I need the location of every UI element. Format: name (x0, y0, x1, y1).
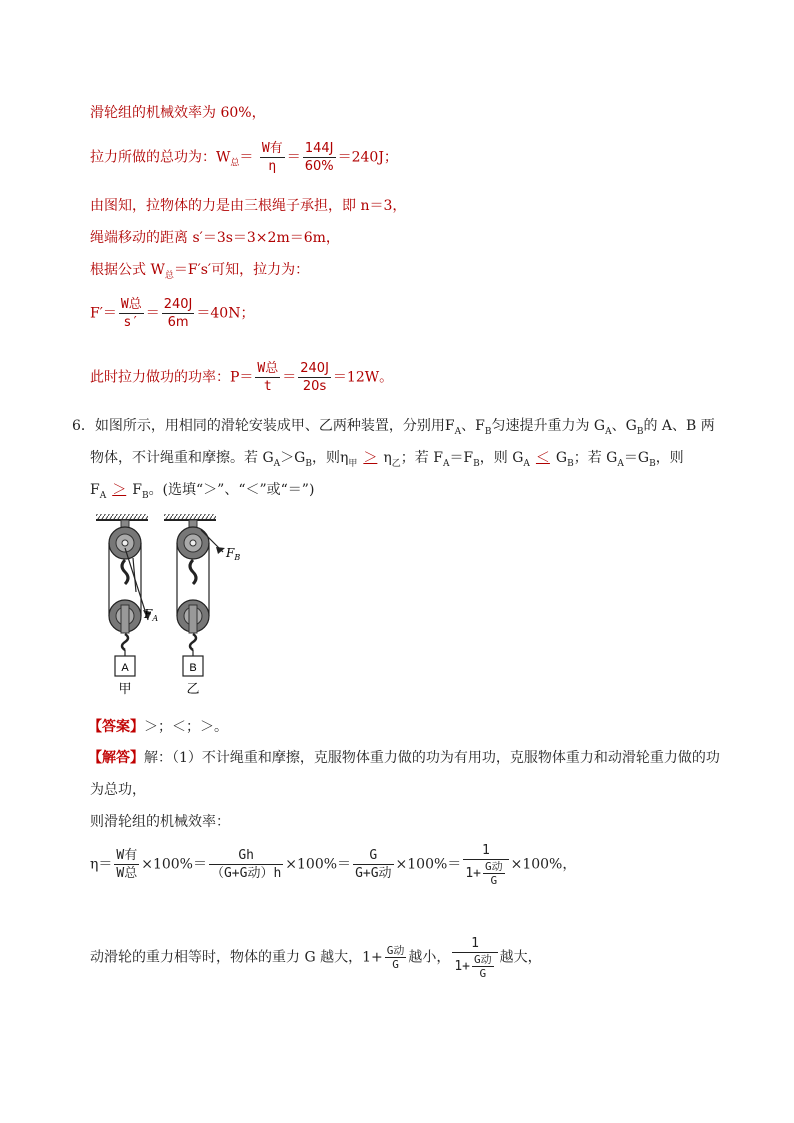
numerator: W总 (257, 361, 279, 376)
text: 根据公式 W (90, 262, 165, 278)
text: ×100%＝ (395, 856, 462, 873)
text: 如图所示，用相同的滑轮安装成甲、乙两种装置，分别用F (94, 418, 455, 434)
question-6-line-1 (72, 416, 715, 442)
text: ＞G (280, 450, 306, 466)
hook-yi (190, 560, 196, 584)
answer-blank-1: ＞ (363, 450, 378, 466)
answer-line (88, 717, 228, 737)
text: ，则 (655, 450, 684, 466)
fraction (483, 860, 505, 887)
subscript: B (649, 458, 656, 469)
text: 、F (461, 418, 485, 434)
subscript: 甲 (348, 458, 358, 469)
fraction (209, 847, 283, 882)
denominator: η (268, 159, 277, 174)
text: ×100%， (510, 856, 577, 873)
numerator: 144J (303, 140, 336, 158)
denominator: t (263, 379, 272, 394)
formula-total-work: 拉力所做的总功为：$W_总=$ $\frac{\text{W有}}{\eta}$ ＝ $\frac{144J}{60\%}$ ＝240J； (90, 141, 398, 174)
numerator: G动 (386, 944, 405, 957)
subscript: B (567, 458, 574, 469)
text: ＝40N； (196, 305, 255, 322)
numerator: 240J (300, 361, 329, 376)
subscript: B (305, 458, 312, 469)
text: F′＝ (90, 305, 117, 322)
force-label-fa (143, 607, 158, 623)
arrow-fb (216, 547, 225, 554)
denominator: G (479, 967, 487, 980)
fraction (119, 296, 144, 331)
numerator: W有 (116, 848, 138, 863)
subscript: A (523, 458, 530, 469)
solution-tag: 【解答】 (88, 750, 144, 766)
label-jia: 甲 (118, 682, 132, 697)
text: ＝240J； (337, 149, 398, 166)
text: ×100%＝ (285, 856, 352, 873)
fraction (463, 842, 508, 887)
denominator: s′ (123, 315, 140, 330)
text: 动滑轮的重力相等时，物体的重力 G 越大，1+ (90, 949, 383, 966)
text: 越小， (408, 949, 451, 966)
text: 、G (611, 418, 637, 434)
text: ＝G (623, 450, 650, 466)
text: 此时拉力做功的功率：P＝ (90, 369, 254, 386)
numerator: 240J (163, 297, 193, 312)
ceiling-left (96, 514, 148, 520)
text: 的 A、B 两 (643, 418, 715, 434)
numerator: G (353, 847, 393, 865)
answer-blank-2: ＜ (535, 450, 550, 466)
text: ＝12W。 (332, 369, 394, 386)
efficiency-equation (90, 842, 576, 887)
numerator: W总 (120, 297, 142, 312)
formula-power: 此时拉力做功的功率：P＝ $\frac{\text{W总}}{t}$ ＝ $\frac{240J}{20s}$ ＝12W。 (90, 361, 394, 394)
text: ＝ (239, 149, 254, 166)
subscript: 总 (230, 158, 240, 169)
fraction (452, 935, 497, 980)
denominator: 60% (304, 159, 334, 174)
fraction (255, 360, 280, 395)
fraction (385, 944, 407, 971)
solution-line-1 (88, 748, 720, 768)
denominator: W总 (116, 866, 138, 881)
solution-line-2: 为总功， (90, 782, 146, 798)
hook-jia (122, 560, 128, 584)
setup-jia (109, 520, 151, 676)
denominator: 6m (167, 315, 189, 330)
text: ，则η (311, 450, 349, 466)
formula-force: F′＝ $\frac{\text{W总}}{s'}$ ＝ $\frac{240J}{6m}$ ＝40N； (90, 297, 255, 330)
fraction (260, 140, 285, 175)
subscript: B (234, 553, 241, 562)
text: ＝F (449, 450, 474, 466)
text: ，则 G (479, 450, 524, 466)
denominator (463, 860, 508, 887)
text: 。(选填“＞”、“＜”或“＝”) (148, 482, 315, 498)
fraction (472, 953, 494, 980)
question-number: 6． (72, 418, 95, 434)
text: η (383, 450, 392, 466)
subscript: A (605, 426, 612, 437)
ceiling-right (164, 514, 216, 520)
denominator: G+G动 (355, 866, 392, 881)
answer-blank-3: ＞ (112, 482, 127, 498)
subscript: 总 (164, 270, 174, 281)
subscript: B (473, 458, 480, 469)
denominator: （G+G动）h (210, 866, 282, 881)
label-yi: 乙 (186, 682, 200, 697)
text-efficiency: 滑轮组的机械效率为 60%， (90, 105, 266, 121)
subscript: B (141, 490, 149, 501)
numerator: G动 (484, 860, 503, 873)
denominator: G (490, 874, 498, 887)
text: F (132, 482, 142, 498)
text: ；若 F (400, 450, 443, 466)
question-6-line-3 (90, 480, 314, 506)
solution-line-3: 则滑轮组的机械效率： (90, 814, 230, 830)
subscript: A (273, 458, 281, 469)
fraction (162, 296, 195, 331)
fraction (353, 847, 393, 882)
text: ×100%＝ (141, 856, 207, 873)
text: ＝F′s′可知，拉力为： (173, 262, 310, 278)
text: 1+ (465, 866, 481, 881)
denominator (452, 953, 497, 980)
text: 拉力所做的总功为：W (90, 149, 231, 166)
numerator: W有 (261, 141, 283, 156)
fraction (298, 360, 331, 395)
box-a-label: A (121, 662, 129, 674)
answer-tag: 【答案】 (88, 719, 144, 735)
subscript: A (152, 614, 159, 623)
denominator: G (392, 958, 399, 971)
subscript: 乙 (391, 458, 401, 469)
subscript: B (484, 426, 492, 437)
text: F (226, 546, 235, 560)
numerator: Gh (209, 847, 283, 865)
text: η＝ (90, 856, 113, 873)
text-rope-count: 由图知，拉物体的力是由三根绳子承担，即 n＝3， (90, 198, 407, 214)
box-b-label: B (189, 662, 197, 674)
text: G (555, 450, 568, 466)
text: F (90, 482, 100, 498)
question-6-line-2 (90, 448, 684, 474)
fraction (114, 847, 139, 882)
text: 1+ (454, 959, 471, 974)
pulley-diagram (88, 510, 258, 700)
numerator: G动 (474, 953, 492, 966)
setup-yi (177, 520, 225, 676)
subscript: A (99, 490, 107, 501)
solution-line-4 (90, 935, 542, 980)
numerator: 1 (452, 935, 497, 953)
text: 越大， (499, 949, 542, 966)
denominator: 20s (302, 379, 327, 394)
text: F (144, 607, 153, 621)
text: 匀速提升重力为 G (491, 418, 606, 434)
subscript: A (617, 458, 624, 469)
fraction (303, 140, 336, 175)
numerator: 1 (463, 842, 508, 860)
text-rope-distance: 绳端移动的距离 s′＝3s＝3×2m＝6m， (90, 230, 340, 246)
subscript: B (636, 426, 644, 437)
answer-text: ＞；＜；＞。 (144, 719, 228, 735)
force-label-fb (225, 546, 240, 562)
subscript: A (454, 426, 462, 437)
text: ；若 G (573, 450, 618, 466)
subscript: A (442, 458, 450, 469)
text-formula-intro (90, 260, 309, 286)
text: 解：（1）不计绳重和摩擦，克服物体重力做的功为有用功，克服物体重力和动滑轮重力做的功 (144, 750, 720, 766)
text: 物体，不计绳重和摩擦。若 G (90, 450, 274, 466)
